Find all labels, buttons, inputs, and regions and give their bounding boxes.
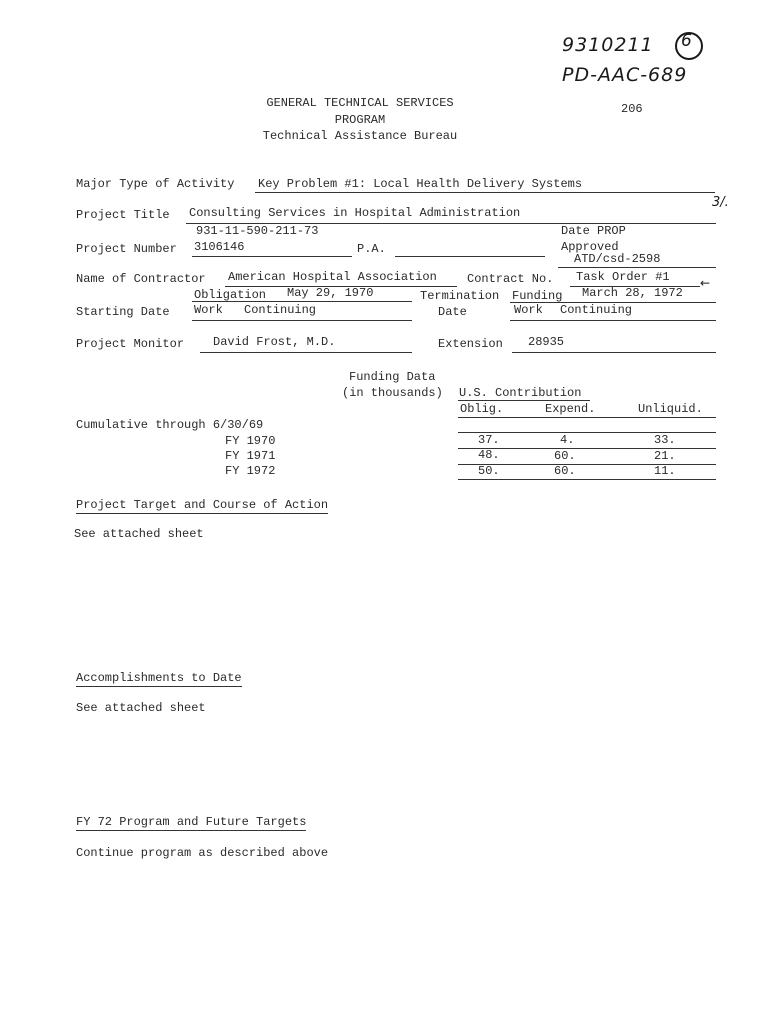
term-underline bbox=[510, 320, 716, 321]
term-value-2: Continuing bbox=[560, 303, 633, 317]
circled-number: 6 bbox=[681, 31, 692, 51]
row-fy1972-expend: 60. bbox=[554, 464, 576, 478]
section-heading-accomplishments: Accomplishments to Date bbox=[76, 671, 242, 685]
margin-mark-2: ← bbox=[700, 276, 711, 290]
page-number: 206 bbox=[621, 102, 643, 116]
monitor-value: David Frost, M.D. bbox=[213, 335, 336, 349]
us-contribution-label: U.S. Contribution bbox=[459, 386, 582, 400]
section-body-target: See attached sheet bbox=[74, 527, 204, 541]
header-line-1: GENERAL TECHNICAL SERVICES bbox=[266, 96, 454, 110]
pa-label: P.A. bbox=[357, 242, 386, 256]
extension-underline bbox=[512, 352, 716, 353]
row-fy1972-label: FY 1972 bbox=[225, 464, 276, 478]
section-body-accomplishments: See attached sheet bbox=[76, 701, 206, 715]
activity-underline bbox=[255, 192, 715, 193]
termination-label: Termination bbox=[420, 289, 500, 303]
obligation-text: Obligation bbox=[194, 288, 267, 302]
extension-label: Extension bbox=[438, 337, 503, 351]
row-fy1972-underline bbox=[458, 479, 716, 480]
monitor-underline bbox=[200, 352, 412, 353]
starting-underline bbox=[192, 320, 412, 321]
pa-underline bbox=[395, 256, 545, 257]
funding-text: Funding bbox=[512, 289, 563, 303]
title-label: Project Title bbox=[76, 208, 170, 222]
header-line-3: Technical Assistance Bureau bbox=[262, 129, 458, 143]
margin-mark-1: 3/. bbox=[712, 195, 729, 210]
obligation-underline bbox=[192, 301, 412, 302]
funding-date: March 28, 1972 bbox=[582, 286, 683, 300]
date-prop-label: Date PROP bbox=[561, 224, 626, 238]
row-cumulative-label: Cumulative through 6/30/69 bbox=[76, 418, 264, 432]
row-fy1970-expend: 4. bbox=[560, 433, 575, 447]
section-body-fy72: Continue program as described above bbox=[76, 846, 329, 860]
handwritten-code-2: PD-AAC-689 bbox=[562, 64, 688, 86]
col-unliquid: Unliquid. bbox=[638, 402, 703, 416]
number-label: Project Number bbox=[76, 242, 177, 256]
contract-no-value: Task Order #1 bbox=[576, 270, 670, 284]
number-value: 3106146 bbox=[194, 240, 245, 254]
handwritten-code-1: 9310211 bbox=[562, 34, 654, 56]
col-expend: Expend. bbox=[545, 402, 596, 416]
section-heading-fy72: FY 72 Program and Future Targets bbox=[76, 815, 307, 829]
title-value: Consulting Services in Hospital Administration bbox=[189, 206, 521, 220]
header-line-2: PROGRAM bbox=[334, 113, 386, 127]
approved-label: Approved bbox=[561, 240, 619, 254]
atd-value: ATD/csd-2598 bbox=[574, 252, 661, 266]
row-fy1971-unliquid: 21. bbox=[654, 449, 676, 463]
activity-value: Key Problem #1: Local Health Delivery Systems bbox=[258, 177, 583, 191]
date-label: Date bbox=[438, 305, 467, 319]
starting-value: Work bbox=[194, 303, 223, 317]
col-oblig: Oblig. bbox=[460, 402, 504, 416]
starting-value-2: Continuing bbox=[244, 303, 317, 317]
contractor-label: Name of Contractor bbox=[76, 272, 206, 286]
funding-units: (in thousands) bbox=[342, 386, 443, 400]
row-fy1972-oblig: 50. bbox=[478, 464, 500, 478]
obligation-date: May 29, 1970 bbox=[287, 286, 374, 300]
section-heading-target: Project Target and Course of Action bbox=[76, 498, 329, 512]
monitor-label: Project Monitor bbox=[76, 337, 185, 351]
contractor-value: American Hospital Association bbox=[228, 270, 437, 284]
columns-underline bbox=[458, 417, 716, 418]
project-number-above: 931-11-590-211-73 bbox=[196, 224, 319, 238]
row-fy1971-expend: 60. bbox=[554, 449, 576, 463]
starting-label: Starting Date bbox=[76, 305, 170, 319]
extension-value: 28935 bbox=[528, 335, 565, 349]
row-fy1971-oblig: 48. bbox=[478, 448, 500, 462]
funding-heading: Funding Data bbox=[349, 370, 436, 384]
atd-underline bbox=[558, 267, 716, 268]
row-fy1970-label: FY 1970 bbox=[225, 434, 276, 448]
term-value: Work bbox=[514, 303, 543, 317]
row-fy1972-unliquid: 11. bbox=[654, 464, 676, 478]
row-fy1970-unliquid: 33. bbox=[654, 433, 676, 447]
number-underline bbox=[192, 256, 352, 257]
contract-no-label: Contract No. bbox=[467, 272, 554, 286]
activity-label: Major Type of Activity bbox=[76, 177, 235, 191]
row-fy1971-label: FY 1971 bbox=[225, 449, 276, 463]
contribution-underline bbox=[458, 400, 590, 401]
row-fy1970-oblig: 37. bbox=[478, 433, 500, 447]
